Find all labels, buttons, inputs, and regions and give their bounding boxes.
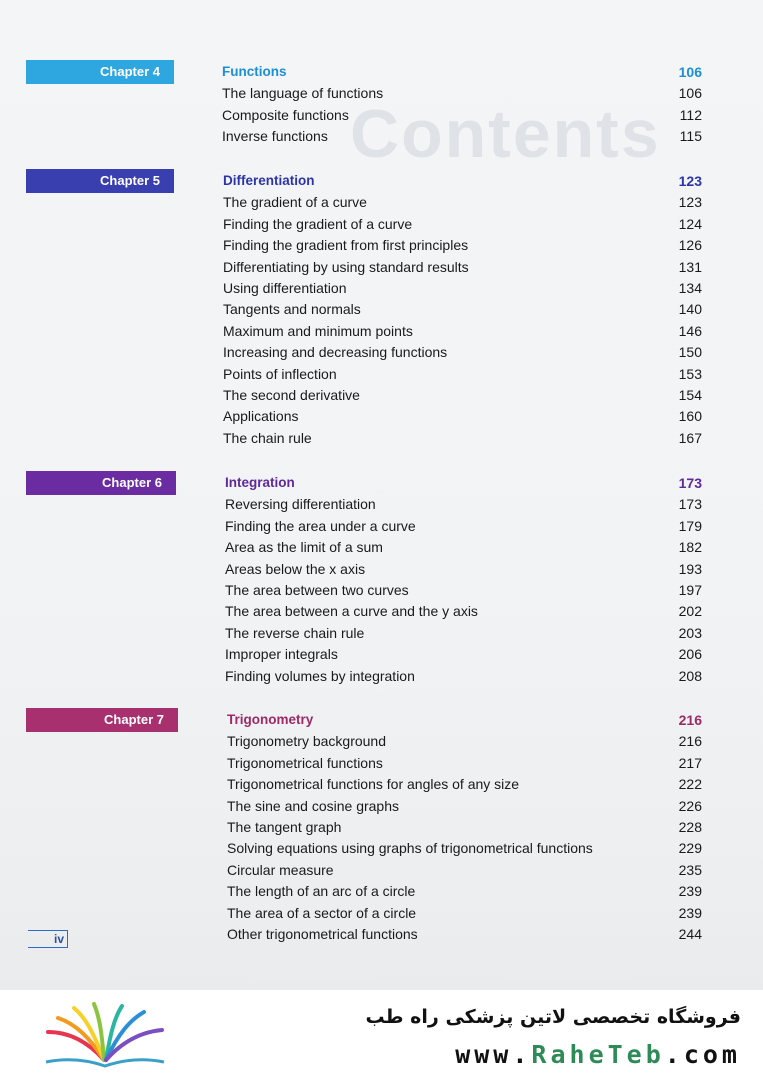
toc-entry-page: 112 <box>679 106 702 123</box>
toc-entry[interactable]: Using differentiation <box>223 280 347 296</box>
chapter-label: Chapter 7 <box>26 708 178 732</box>
toc-entry-page: 222 <box>678 776 702 793</box>
toc-entry-page: 167 <box>678 429 702 446</box>
toc-entry[interactable]: Circular measure <box>227 861 334 878</box>
toc-entry[interactable]: Finding the area under a curve <box>225 517 416 534</box>
chapter-page-number: 123 <box>678 173 702 189</box>
toc-entry[interactable]: Tangents and normals <box>223 301 361 318</box>
toc-entry-page: 179 <box>678 517 702 534</box>
toc-entry-page: 208 <box>678 667 702 684</box>
toc-entry-page: 154 <box>678 387 702 403</box>
page-number-label: iv <box>28 930 68 948</box>
toc-entry[interactable]: Solving equations using graphs of trigonometrical functions <box>227 840 593 857</box>
toc-entry[interactable]: Finding the gradient of a curve <box>223 215 413 232</box>
toc-entry-page: 153 <box>678 365 702 382</box>
toc-entry[interactable]: Area as the limit of a sum <box>225 539 383 556</box>
toc-entry-page: 123 <box>678 194 702 211</box>
toc-entry[interactable]: Composite functions <box>222 106 349 123</box>
toc-entry-page: 126 <box>678 237 702 254</box>
toc-entry-page: 173 <box>678 496 702 513</box>
toc-entry[interactable]: The reverse chain rule <box>225 624 365 641</box>
toc-entry[interactable]: The area between two curves <box>225 582 409 598</box>
toc-entry[interactable]: The area of a sector of a circle <box>227 904 417 921</box>
chapter-title[interactable]: Trigonometry <box>227 712 314 727</box>
chapter-title[interactable]: Differentiation <box>223 173 315 188</box>
toc-entry-page: 146 <box>678 322 702 339</box>
toc-entry[interactable]: The sine and cosine graphs <box>227 797 399 814</box>
toc-entry-page: 228 <box>678 819 702 835</box>
toc-entry[interactable]: The second derivative <box>223 387 360 403</box>
chapter-title[interactable]: Functions <box>222 64 287 79</box>
toc-entry-page: 150 <box>678 344 702 361</box>
toc-entry-page: 203 <box>678 624 702 641</box>
store-name: فروشگاه تخصصی لاتین پزشکی راه طب <box>365 1006 741 1028</box>
toc-entry[interactable]: Applications <box>223 408 299 425</box>
toc-entry-page: 244 <box>678 926 702 942</box>
toc-entry-page: 229 <box>678 840 702 857</box>
toc-entry[interactable]: Improper integrals <box>225 646 338 663</box>
toc-entry-page: 106 <box>678 85 702 102</box>
toc-entry-page: 160 <box>678 408 702 425</box>
store-footer <box>0 990 763 1079</box>
toc-entry-page: 202 <box>678 603 702 620</box>
show-through-watermark: Contents <box>350 96 661 172</box>
url-prefix: www. <box>455 1040 532 1069</box>
toc-entry[interactable]: Finding volumes by integration <box>225 667 415 684</box>
toc-entry[interactable]: The language of functions <box>222 85 384 102</box>
toc-entry[interactable]: The tangent graph <box>227 819 342 835</box>
chapter-page-number: 216 <box>678 712 702 728</box>
toc-entry[interactable]: Increasing and decreasing functions <box>223 344 448 361</box>
toc-entry-page: 182 <box>678 539 702 556</box>
toc-entry-page: 239 <box>678 883 702 900</box>
toc-entry-page: 131 <box>678 258 702 275</box>
toc-entry[interactable]: Points of inflection <box>223 365 337 382</box>
toc-entry-page: 134 <box>678 280 702 296</box>
toc-entry-page: 226 <box>678 797 702 814</box>
toc-entry[interactable]: The chain rule <box>223 429 312 446</box>
chapter-label: Chapter 6 <box>26 471 176 495</box>
chapter-label: Chapter 5 <box>26 169 174 193</box>
url-brand: RaheTeb <box>531 1040 665 1069</box>
toc-entry-page: 206 <box>678 646 702 663</box>
store-url[interactable] <box>455 1040 741 1069</box>
url-suffix: .com <box>664 1040 741 1069</box>
toc-entry[interactable]: Trigonometrical functions for angles of any size <box>227 776 520 793</box>
toc-entry[interactable]: The area between a curve and the y axis <box>225 603 478 620</box>
chapter-label: Chapter 4 <box>26 60 174 84</box>
toc-entry[interactable]: Finding the gradient from first principles <box>223 237 469 254</box>
chapter-page-number: 173 <box>678 475 702 491</box>
toc-entry-page: 140 <box>678 301 702 318</box>
toc-entry[interactable]: Inverse functions <box>222 128 328 145</box>
toc-entry[interactable]: The gradient of a curve <box>223 194 367 211</box>
toc-entry[interactable]: Trigonometry background <box>227 733 387 750</box>
toc-entry[interactable]: Areas below the x axis <box>225 560 366 577</box>
toc-entry[interactable]: Reversing differentiation <box>225 496 376 513</box>
toc-entry-page: 239 <box>678 904 702 921</box>
toc-entry[interactable]: The length of an arc of a circle <box>227 883 416 900</box>
toc-entry[interactable]: Differentiating by using standard results <box>223 258 469 275</box>
toc-entry[interactable]: Other trigonometrical functions <box>227 926 418 942</box>
open-book-logo-icon <box>40 1002 170 1072</box>
chapter-page-number: 106 <box>678 64 702 80</box>
toc-entry-page: 216 <box>678 733 702 750</box>
toc-entry-page: 217 <box>678 754 702 771</box>
toc-entry[interactable]: Maximum and minimum points <box>223 322 413 339</box>
chapter-title[interactable]: Integration <box>225 475 295 490</box>
toc-entry-page: 193 <box>678 560 702 577</box>
toc-entry[interactable]: Trigonometrical functions <box>227 754 383 771</box>
toc-entry-page: 115 <box>679 128 702 145</box>
toc-entry-page: 124 <box>678 215 702 232</box>
toc-entry-page: 235 <box>678 861 702 878</box>
toc-entry-page: 197 <box>678 582 702 598</box>
